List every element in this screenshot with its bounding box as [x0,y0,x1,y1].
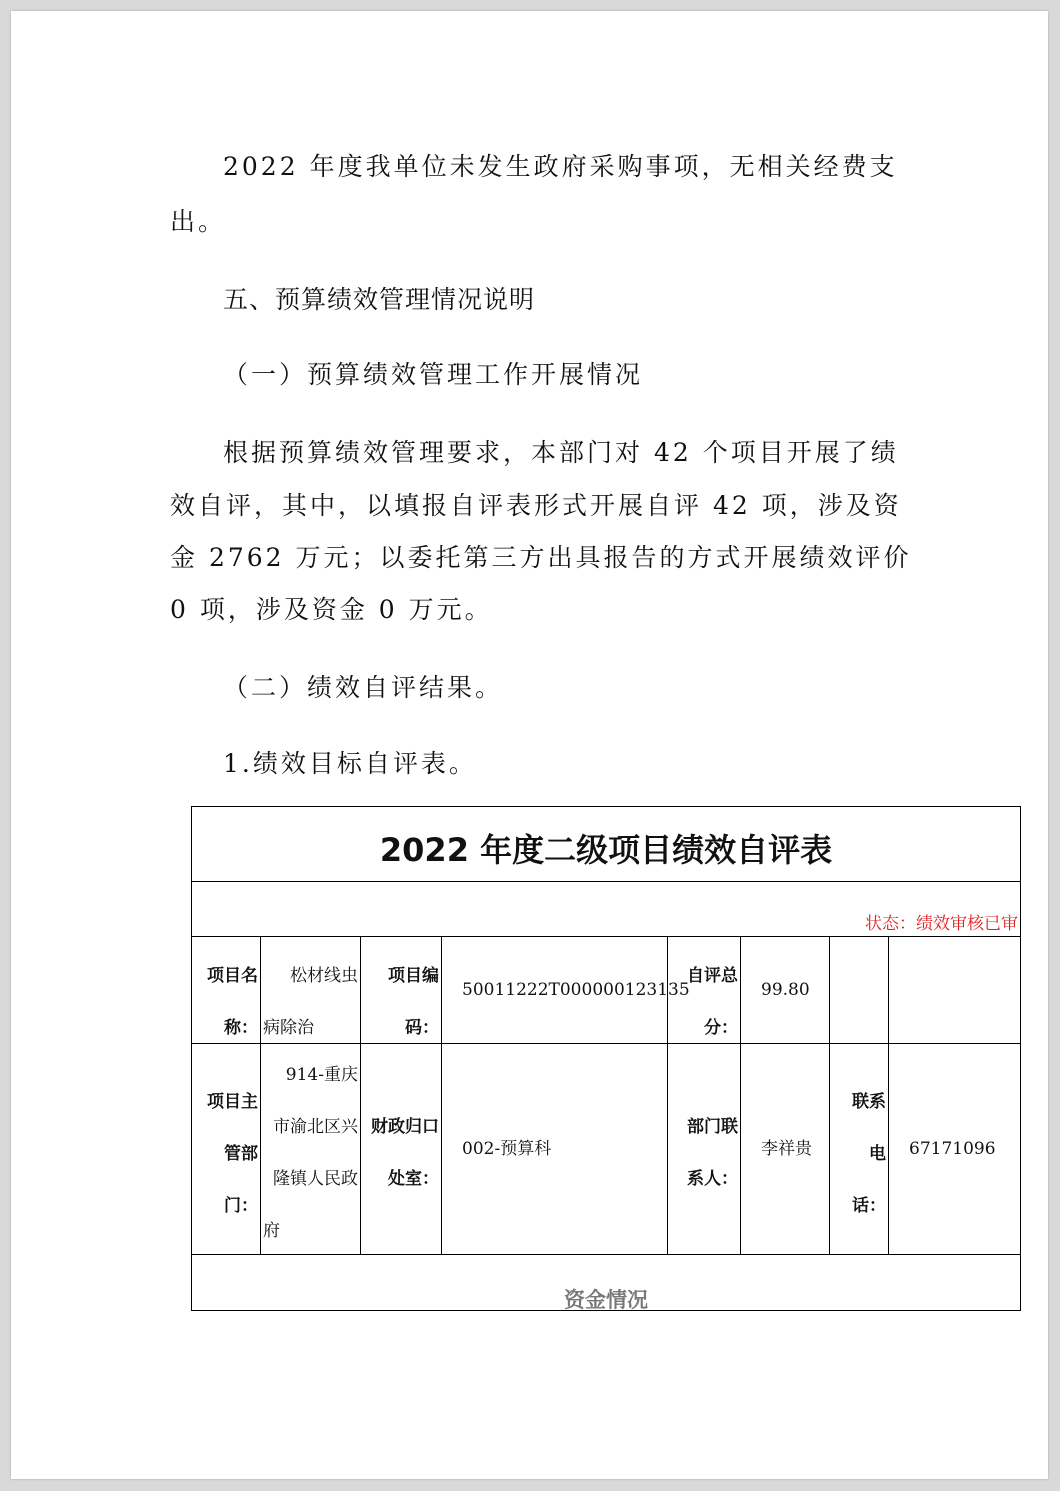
value-line: 病除治 [263,1018,314,1038]
label-line: 项目名 [207,966,258,986]
label-line: 分： [704,1018,738,1038]
value-line: 市渝北区兴 [273,1117,358,1137]
department-label [192,1044,261,1254]
paragraph-evaluation-line2: 效自评，其中，以填报自评表形式开展自评 42 项，涉及资 [170,491,902,520]
status-text: 状态：绩效审核已审 [865,914,1018,934]
funds-heading: 资金情况 [564,1288,648,1310]
label-line: 财政归口 [371,1117,439,1137]
document-page [11,11,1048,1479]
value-line: 67171096 [909,1138,996,1159]
contact-person-label [668,1044,741,1254]
label-line: 项目主 [207,1092,258,1112]
value-line: 002-预算科 [462,1138,552,1159]
phone-label [830,1044,889,1254]
finance-office-value [442,1044,668,1254]
value-line: 隆镇人民政 [273,1169,358,1189]
department-value [261,1044,361,1254]
total-score-value [741,937,830,1043]
value-line: 99.80 [761,979,810,1000]
table-row-project-info [192,937,1020,1044]
value-line: 府 [263,1221,280,1241]
empty-cell [830,937,889,1043]
project-name-label [192,937,261,1043]
funds-section-row [192,1254,1020,1310]
label-line: 门： [224,1196,258,1216]
label-line: 话： [852,1196,886,1216]
table-title: 2022 年度二级项目绩效自评表 [192,807,1020,882]
project-code-label [361,937,442,1043]
performance-self-evaluation-table [191,806,1021,1311]
finance-office-label [361,1044,442,1254]
value-line: 李祥贵 [761,1138,812,1159]
table-row-department-info [192,1044,1020,1255]
phone-value [889,1044,1020,1254]
paragraph-procurement-line2: 出。 [170,207,227,236]
label-line: 码： [405,1018,439,1038]
paragraph-evaluation-line4: 0 项，涉及资金 0 万元。 [170,595,493,624]
subsection-heading-5-2: （二）绩效自评结果。 [223,673,504,702]
value-line: 松材线虫 [290,966,358,986]
label-line: 系人： [687,1169,738,1189]
subsection-heading-5-2-1: 1.绩效目标自评表。 [223,749,477,778]
paragraph-evaluation-line1: 根据预算绩效管理要求，本部门对 42 个项目开展了绩 [223,438,899,467]
label-line: 项目编 [388,966,439,986]
project-code-value [442,937,690,1043]
label-line: 称： [224,1018,258,1038]
paragraph-procurement-line1: 2022 年度我单位未发生政府采购事项，无相关经费支 [223,152,898,181]
status-row [192,882,1020,937]
value-line: 914-重庆 [285,1065,358,1085]
project-name-value [261,937,361,1043]
subsection-heading-5-1: （一）预算绩效管理工作开展情况 [223,360,644,389]
contact-person-value [741,1044,830,1254]
label-line: 自评总 [687,966,738,986]
paragraph-evaluation-line3: 金 2762 万元；以委托第三方出具报告的方式开展绩效评价 [170,543,912,572]
label-line: 处室： [388,1169,439,1189]
empty-cell [889,937,1020,1043]
label-line: 联系 [852,1092,886,1112]
section-heading-5: 五、预算绩效管理情况说明 [223,285,536,314]
label-line: 管部 [224,1144,258,1164]
value-line: 50011222T000000123135 [462,979,690,1000]
label-line: 电 [869,1144,886,1164]
label-line: 部门联 [687,1117,738,1137]
total-score-label [668,937,741,1043]
